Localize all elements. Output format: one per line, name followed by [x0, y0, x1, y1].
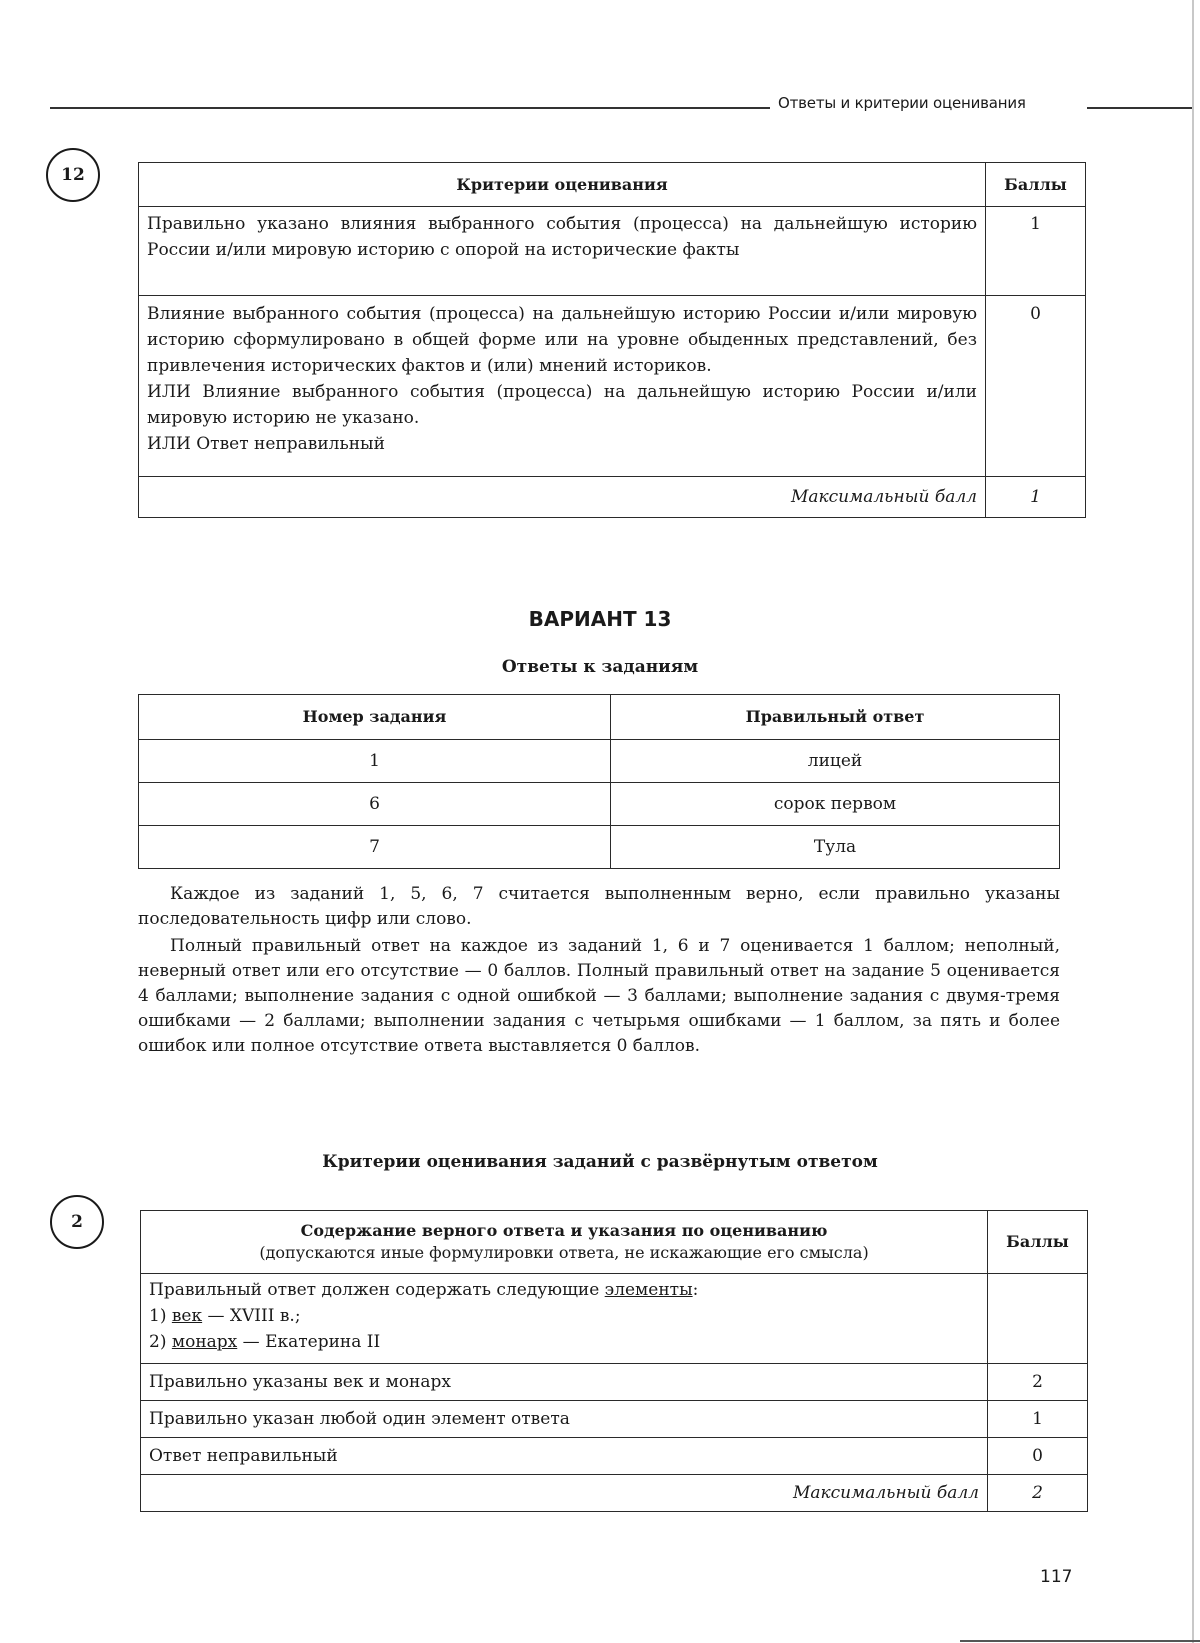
item-key: век — [171, 1306, 203, 1326]
item-value: — XVIII в.; — [202, 1306, 301, 1326]
table-row — [141, 1401, 1088, 1438]
max-score-value: 2 — [988, 1475, 1088, 1512]
table-row — [139, 296, 1086, 477]
table-header-row — [141, 1211, 1088, 1274]
correct-answer-elements — [141, 1274, 988, 1364]
header-rule-right — [1087, 107, 1192, 109]
elements-intro — [149, 1277, 979, 1303]
task-number-badge: 2 — [50, 1195, 104, 1249]
max-score-label: Максимальный балл — [139, 477, 986, 518]
criteria-text: Правильно указан любой один элемент ответа — [141, 1401, 988, 1438]
points-header: Баллы — [988, 1211, 1088, 1274]
criteria-text: Правильно указаны век и монарх — [141, 1364, 988, 1401]
criteria-text: Ответ неправильный — [141, 1438, 988, 1475]
max-score-value: 1 — [986, 477, 1086, 518]
criteria-text — [139, 296, 986, 477]
points-value — [988, 1274, 1088, 1364]
bottom-rule — [960, 1640, 1200, 1642]
table-row — [139, 783, 1060, 826]
task-number-cell: 1 — [139, 740, 611, 783]
task-number-cell: 7 — [139, 826, 611, 869]
scoring-paragraph: Каждое из заданий 1, 5, 6, 7 считается выполненным верно, если правильно указаны последовательность цифр или слово. — [138, 884, 1060, 929]
item-prefix: 2) — [149, 1332, 172, 1352]
points-value: 2 — [988, 1364, 1088, 1401]
table-row — [141, 1274, 1088, 1364]
intro-suffix: : — [692, 1280, 699, 1300]
answer-cell: сорок первом — [611, 783, 1060, 826]
page-edge-line — [1192, 0, 1194, 1643]
points-header: Баллы — [986, 163, 1086, 207]
element-item — [149, 1303, 979, 1329]
page-number: 117 — [1040, 1567, 1073, 1587]
item-key: монарх — [171, 1332, 238, 1352]
task-number-badge: 12 — [46, 148, 100, 202]
answers-table — [138, 694, 1060, 869]
criteria-text: Правильно указано влияния выбранного события (процесса) на дальнейшую историю России и/или мировую историю с опорой на исторические факты — [139, 207, 986, 296]
extended-criteria-title: Критерии оценивания заданий с развёрнутым ответом — [322, 1152, 878, 1172]
criteria-line: ИЛИ Влияние выбранного события (процесса) на дальнейшую историю России и/или мировую историю не указано. — [147, 382, 977, 428]
intro-underlined: элементы — [604, 1280, 693, 1300]
variant-title: ВАРИАНТ 13 — [528, 607, 672, 631]
points-value: 0 — [988, 1438, 1088, 1475]
criteria-header: Критерии оценивания — [139, 163, 986, 207]
points-value: 1 — [986, 207, 1086, 296]
criteria-line: ИЛИ Ответ неправильный — [147, 434, 385, 454]
max-score-row — [139, 477, 1086, 518]
points-value: 0 — [986, 296, 1086, 477]
task-number-header: Номер задания — [139, 695, 611, 740]
content-header-title: Содержание верного ответа и указания по оцениванию — [300, 1221, 828, 1240]
header-rule-left — [50, 107, 770, 109]
table-row — [139, 740, 1060, 783]
scoring-paragraph: Полный правильный ответ на каждое из заданий 1, 6 и 7 оценивается 1 баллом; неполный, неверный ответ или его отсутствие — 0 баллов. Полный правильный ответ на задание 5 оценивается 4 баллами; выполнение задания с одной ошибкой — 3 баллами; выполнение задания с двумя-тремя ошибками — 2 баллами; выполнении задания с четырьмя ошибками — 1 баллом, за пять и более ошибок или полное отсутствие ответа выставляется 0 баллов. — [138, 936, 1060, 1056]
max-score-label: Максимальный балл — [141, 1475, 988, 1512]
criteria-line: Влияние выбранного события (процесса) на дальнейшую историю России и/или мировую историю сформулировано в общей форме или на уровне обыденных представлений, без привлечения исторических фактов и (или) мнений историков. — [147, 304, 977, 376]
table-header-row — [139, 695, 1060, 740]
points-value: 1 — [988, 1401, 1088, 1438]
item-prefix: 1) — [149, 1306, 172, 1326]
content-header-note: (допускаются иные формулировки ответа, не искажающие его смысла) — [259, 1243, 869, 1262]
intro-text: Правильный ответ должен содержать следующие — [149, 1280, 605, 1300]
item-value: — Екатерина II — [237, 1332, 381, 1352]
correct-answer-header: Правильный ответ — [611, 695, 1060, 740]
task-number-cell: 6 — [139, 783, 611, 826]
answer-cell: Тула — [611, 826, 1060, 869]
element-item — [149, 1329, 979, 1355]
running-head: Ответы и критерии оценивания — [778, 94, 1026, 112]
task2-criteria-table — [140, 1210, 1088, 1512]
table-header-row — [139, 163, 1086, 207]
answer-cell: лицей — [611, 740, 1060, 783]
table-row — [139, 207, 1086, 296]
answers-title: Ответы к заданиям — [501, 657, 699, 677]
max-score-row — [141, 1475, 1088, 1512]
task12-criteria-table — [138, 162, 1086, 518]
table-row — [141, 1364, 1088, 1401]
content-header — [141, 1211, 988, 1274]
table-row — [141, 1438, 1088, 1475]
table-row — [139, 826, 1060, 869]
